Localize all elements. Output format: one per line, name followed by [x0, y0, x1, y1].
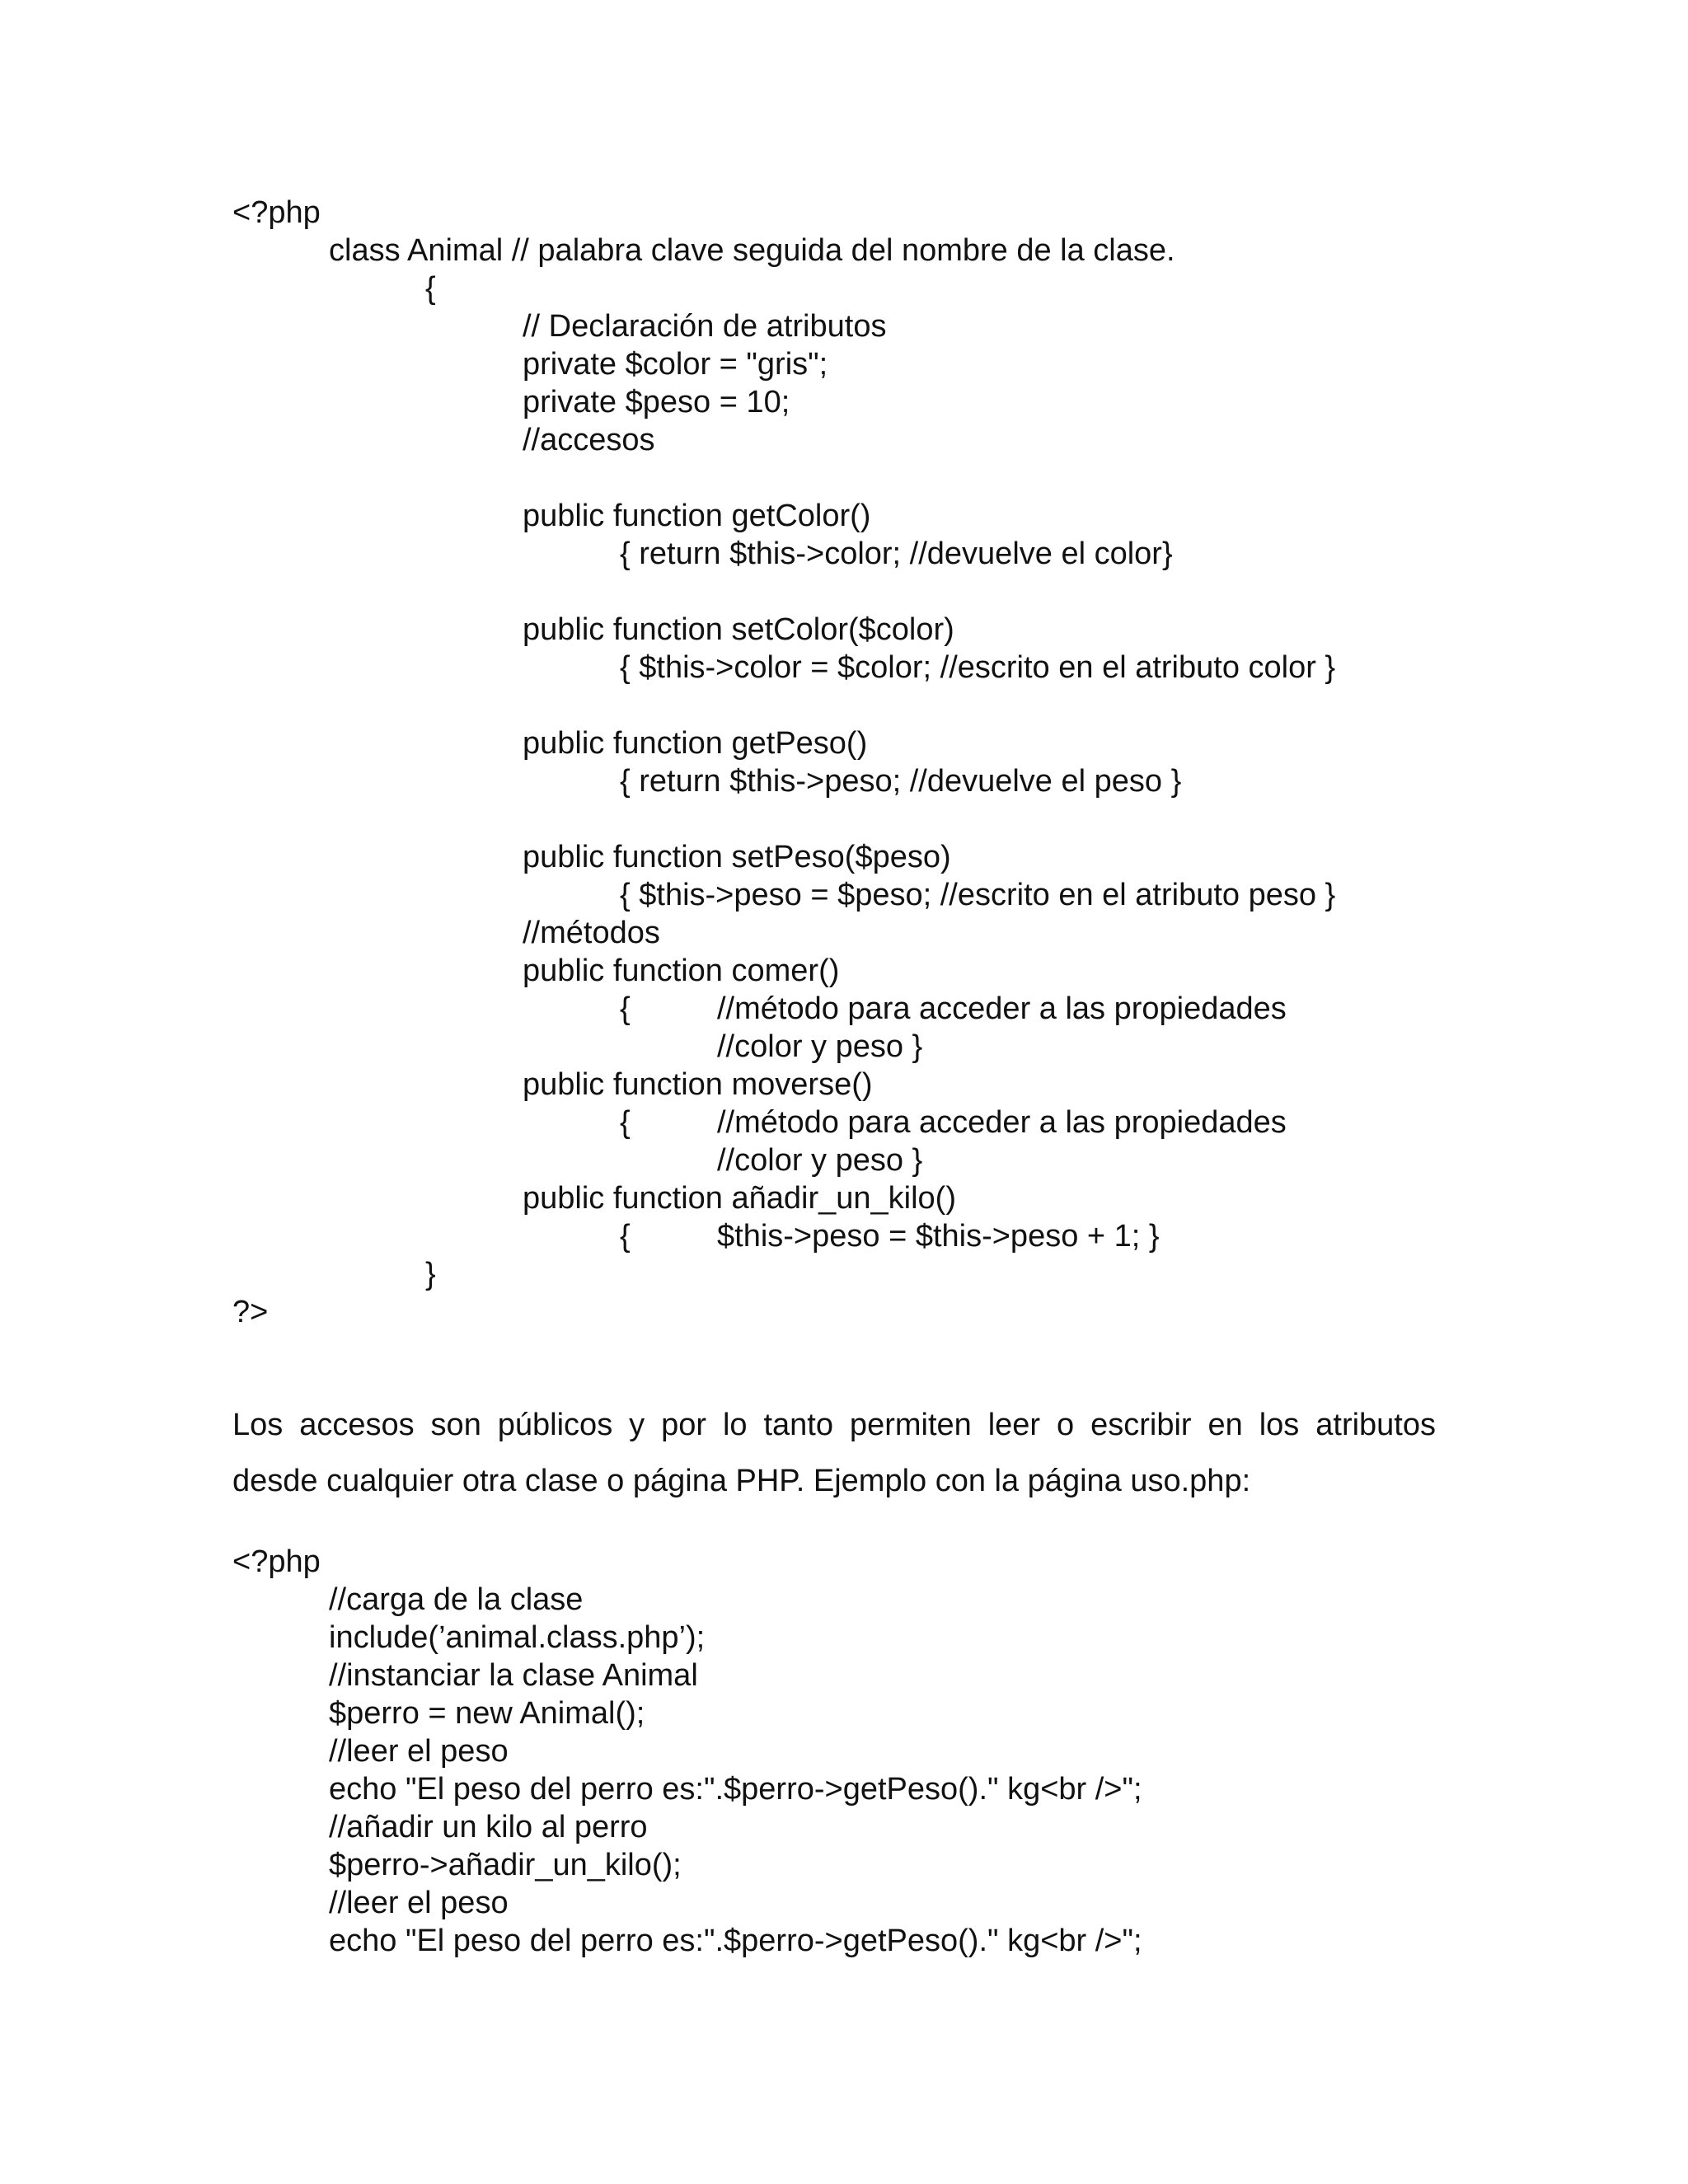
code-line: //instanciar la clase Animal [329, 1658, 698, 1693]
code-line: public function comer() [523, 954, 840, 988]
code-line: ?> [232, 1295, 269, 1329]
paragraph-line: desde cualquier otra clase o página PHP. Ejemplo con la página uso.php: [232, 1464, 1251, 1498]
code-line: private $color = "gris"; [523, 347, 828, 382]
code-line: //accesos [523, 423, 655, 457]
code-line: //leer el peso [329, 1734, 509, 1769]
code-line: echo "El peso del perro es:".$perro->getPeso()." kg<br />"; [329, 1772, 1142, 1807]
code-line: { [425, 271, 436, 306]
code-segment: $this->peso = $this->peso + 1; } [717, 1219, 1160, 1254]
code-blank-line [232, 800, 1335, 838]
code-line: //carga de la clase [329, 1582, 584, 1617]
paragraph-line: Los accesos son públicos y por lo tanto permiten leer o escribir en los atributos [232, 1408, 1436, 1442]
code-blank-line [232, 459, 1335, 497]
code-listing-animal-class [232, 194, 1335, 1331]
explanation-paragraph [232, 1397, 1436, 1509]
code-line: public function añadir_un_kilo() [523, 1181, 956, 1216]
code-line: { $this->color = $color; //escrito en el atributo color } [620, 650, 1336, 685]
code-segment: //color y peso } [717, 1143, 923, 1178]
code-line: include(’animal.class.php’); [329, 1620, 706, 1655]
code-segment: { [620, 1219, 631, 1254]
code-line: } [425, 1257, 436, 1291]
code-blank-line [232, 573, 1335, 611]
code-segment: //color y peso } [717, 1029, 923, 1064]
code-line: public function moverse() [523, 1067, 873, 1102]
code-line: { $this->peso = $peso; //escrito en el atributo peso } [620, 878, 1336, 912]
code-line-with-tab [232, 1028, 1335, 1066]
code-segment: { [620, 1105, 631, 1140]
code-line: echo "El peso del perro es:".$perro->getPeso()." kg<br />"; [329, 1924, 1142, 1958]
code-segment: { [620, 991, 631, 1026]
code-line: //métodos [523, 916, 660, 950]
code-line: { return $this->peso; //devuelve el peso } [620, 764, 1182, 799]
code-listing-uso-php [232, 1543, 1142, 1960]
code-line: class Animal // palabra clave seguida del nombre de la clase. [329, 233, 1175, 268]
code-line-with-tab [232, 1141, 1335, 1179]
code-line: $perro = new Animal(); [329, 1696, 645, 1731]
code-line: public function setColor($color) [523, 612, 954, 647]
code-line: $perro->añadir_un_kilo(); [329, 1848, 682, 1882]
code-segment: //método para acceder a las propiedades [717, 1105, 1287, 1140]
code-line-with-tab [232, 1104, 1335, 1141]
code-line: //añadir un kilo al perro [329, 1810, 648, 1844]
code-segment: //método para acceder a las propiedades [717, 991, 1287, 1026]
code-line: //leer el peso [329, 1886, 509, 1920]
code-line: public function getPeso() [523, 726, 868, 761]
code-line: { return $this->color; //devuelve el color} [620, 537, 1173, 571]
code-line: public function setPeso($peso) [523, 840, 951, 874]
code-line: <?php [232, 1544, 321, 1579]
code-line: private $peso = 10; [523, 385, 790, 419]
code-blank-line [232, 687, 1335, 724]
code-line-with-tab [232, 1217, 1335, 1255]
code-line: // Declaración de atributos [523, 309, 887, 344]
code-line: public function getColor() [523, 499, 871, 533]
code-line: <?php [232, 195, 321, 230]
code-line-with-tab [232, 990, 1335, 1028]
